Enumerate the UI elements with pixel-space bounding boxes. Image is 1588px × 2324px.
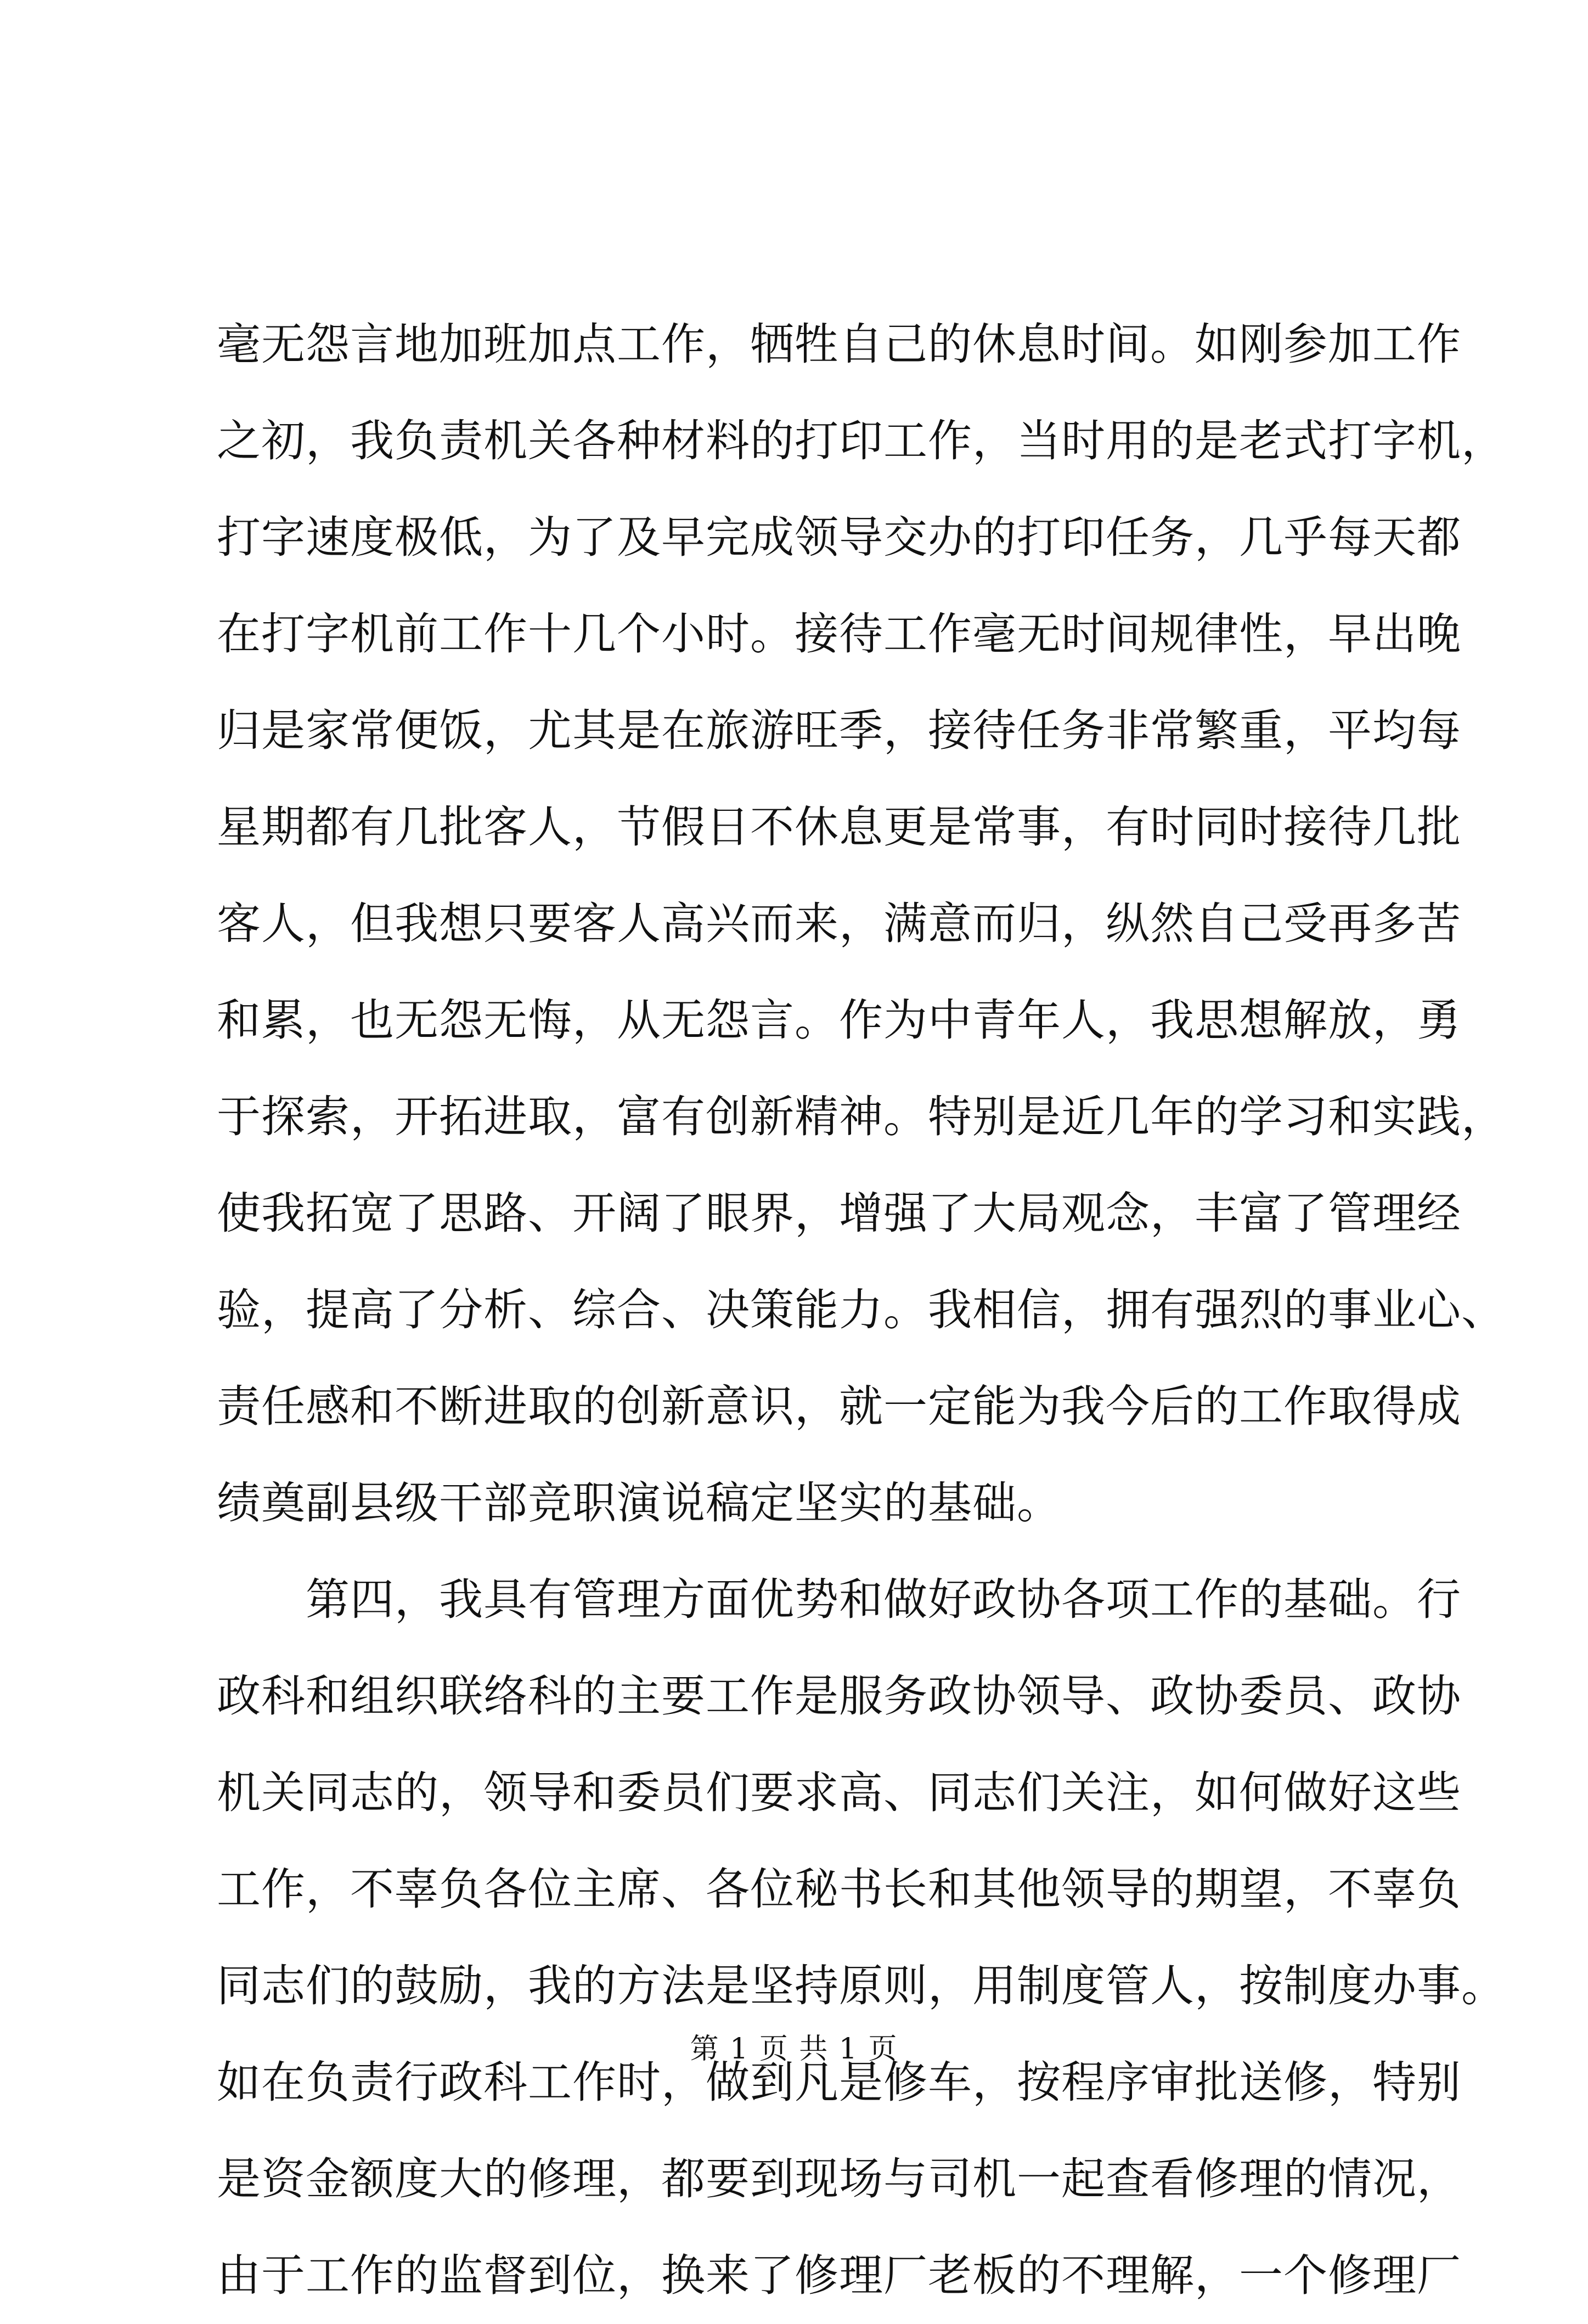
text-line: 由于工作的监督到位，换来了修理厂老板的不理解，一个修理厂 [217,2250,1461,2301]
page-footer: 第 1 页 共 1 页 [690,2033,898,2066]
text-line: 之初，我负责机关各种材料的打印工作，当时用的是老式打字机， [217,415,1506,466]
body-text [217,296,1506,2324]
text-line: 客人，但我想只要客人高兴而来，满意而归，纵然自己受再多苦 [217,898,1461,949]
text-line: 是资金额度大的修理，都要到现场与司机一起查看修理的情况， [217,2153,1461,2204]
text-line: 责任感和不断进取的创新意识，就一定能为我今后的工作取得成 [217,1381,1461,1432]
text-line: 如在负责行政科工作时，做到凡是修车，按程序审批送修，特别 [217,2057,1461,2108]
text-line: 打字速度极低，为了及早完成领导交办的打印任务，几乎每天都 [217,512,1461,563]
text-line: 机关同志的，领导和委员们要求高、同志们关注，如何做好这些 [217,1767,1461,1818]
text-line: 使我拓宽了思路、开阔了眼界，增强了大局观念，丰富了管理经 [217,1188,1461,1239]
text-line: 验，提高了分析、综合、决策能力。我相信，拥有强烈的事业心、 [217,1284,1506,1335]
text-line: 于探索，开拓进取，富有创新精神。特别是近几年的学习和实践， [217,1091,1506,1142]
text-line: 同志们的鼓励，我的方法是坚持原则，用制度管人，按制度办事。 [217,1960,1506,2011]
text-line: 在打字机前工作十几个小时。接待工作毫无时间规律性，早出晚 [217,608,1461,659]
text-line: 工作，不辜负各位主席、各位秘书长和其他领导的期望，不辜负 [217,1864,1461,1915]
text-line: 绩奠副县级干部竞职演说稿定坚实的基础。 [217,1477,1061,1528]
text-line: 毫无怨言地加班加点工作，牺牲自己的休息时间。如刚参加工作 [217,319,1461,370]
text-line: 第四，我具有管理方面优势和做好政协各项工作的基础。行 [217,1574,1461,1625]
text-line: 归是家常便饭，尤其是在旅游旺季，接待任务非常繁重，平均每 [217,705,1461,756]
text-line: 和累，也无怨无悔，从无怨言。作为中青年人，我思想解放，勇 [217,995,1461,1046]
text-line: 星期都有几批客人，节假日不休息更是常事，有时同时接待几批 [217,802,1461,853]
text-line: 政科和组织联络科的主要工作是服务政协领导、政协委员、政协 [217,1671,1461,1722]
